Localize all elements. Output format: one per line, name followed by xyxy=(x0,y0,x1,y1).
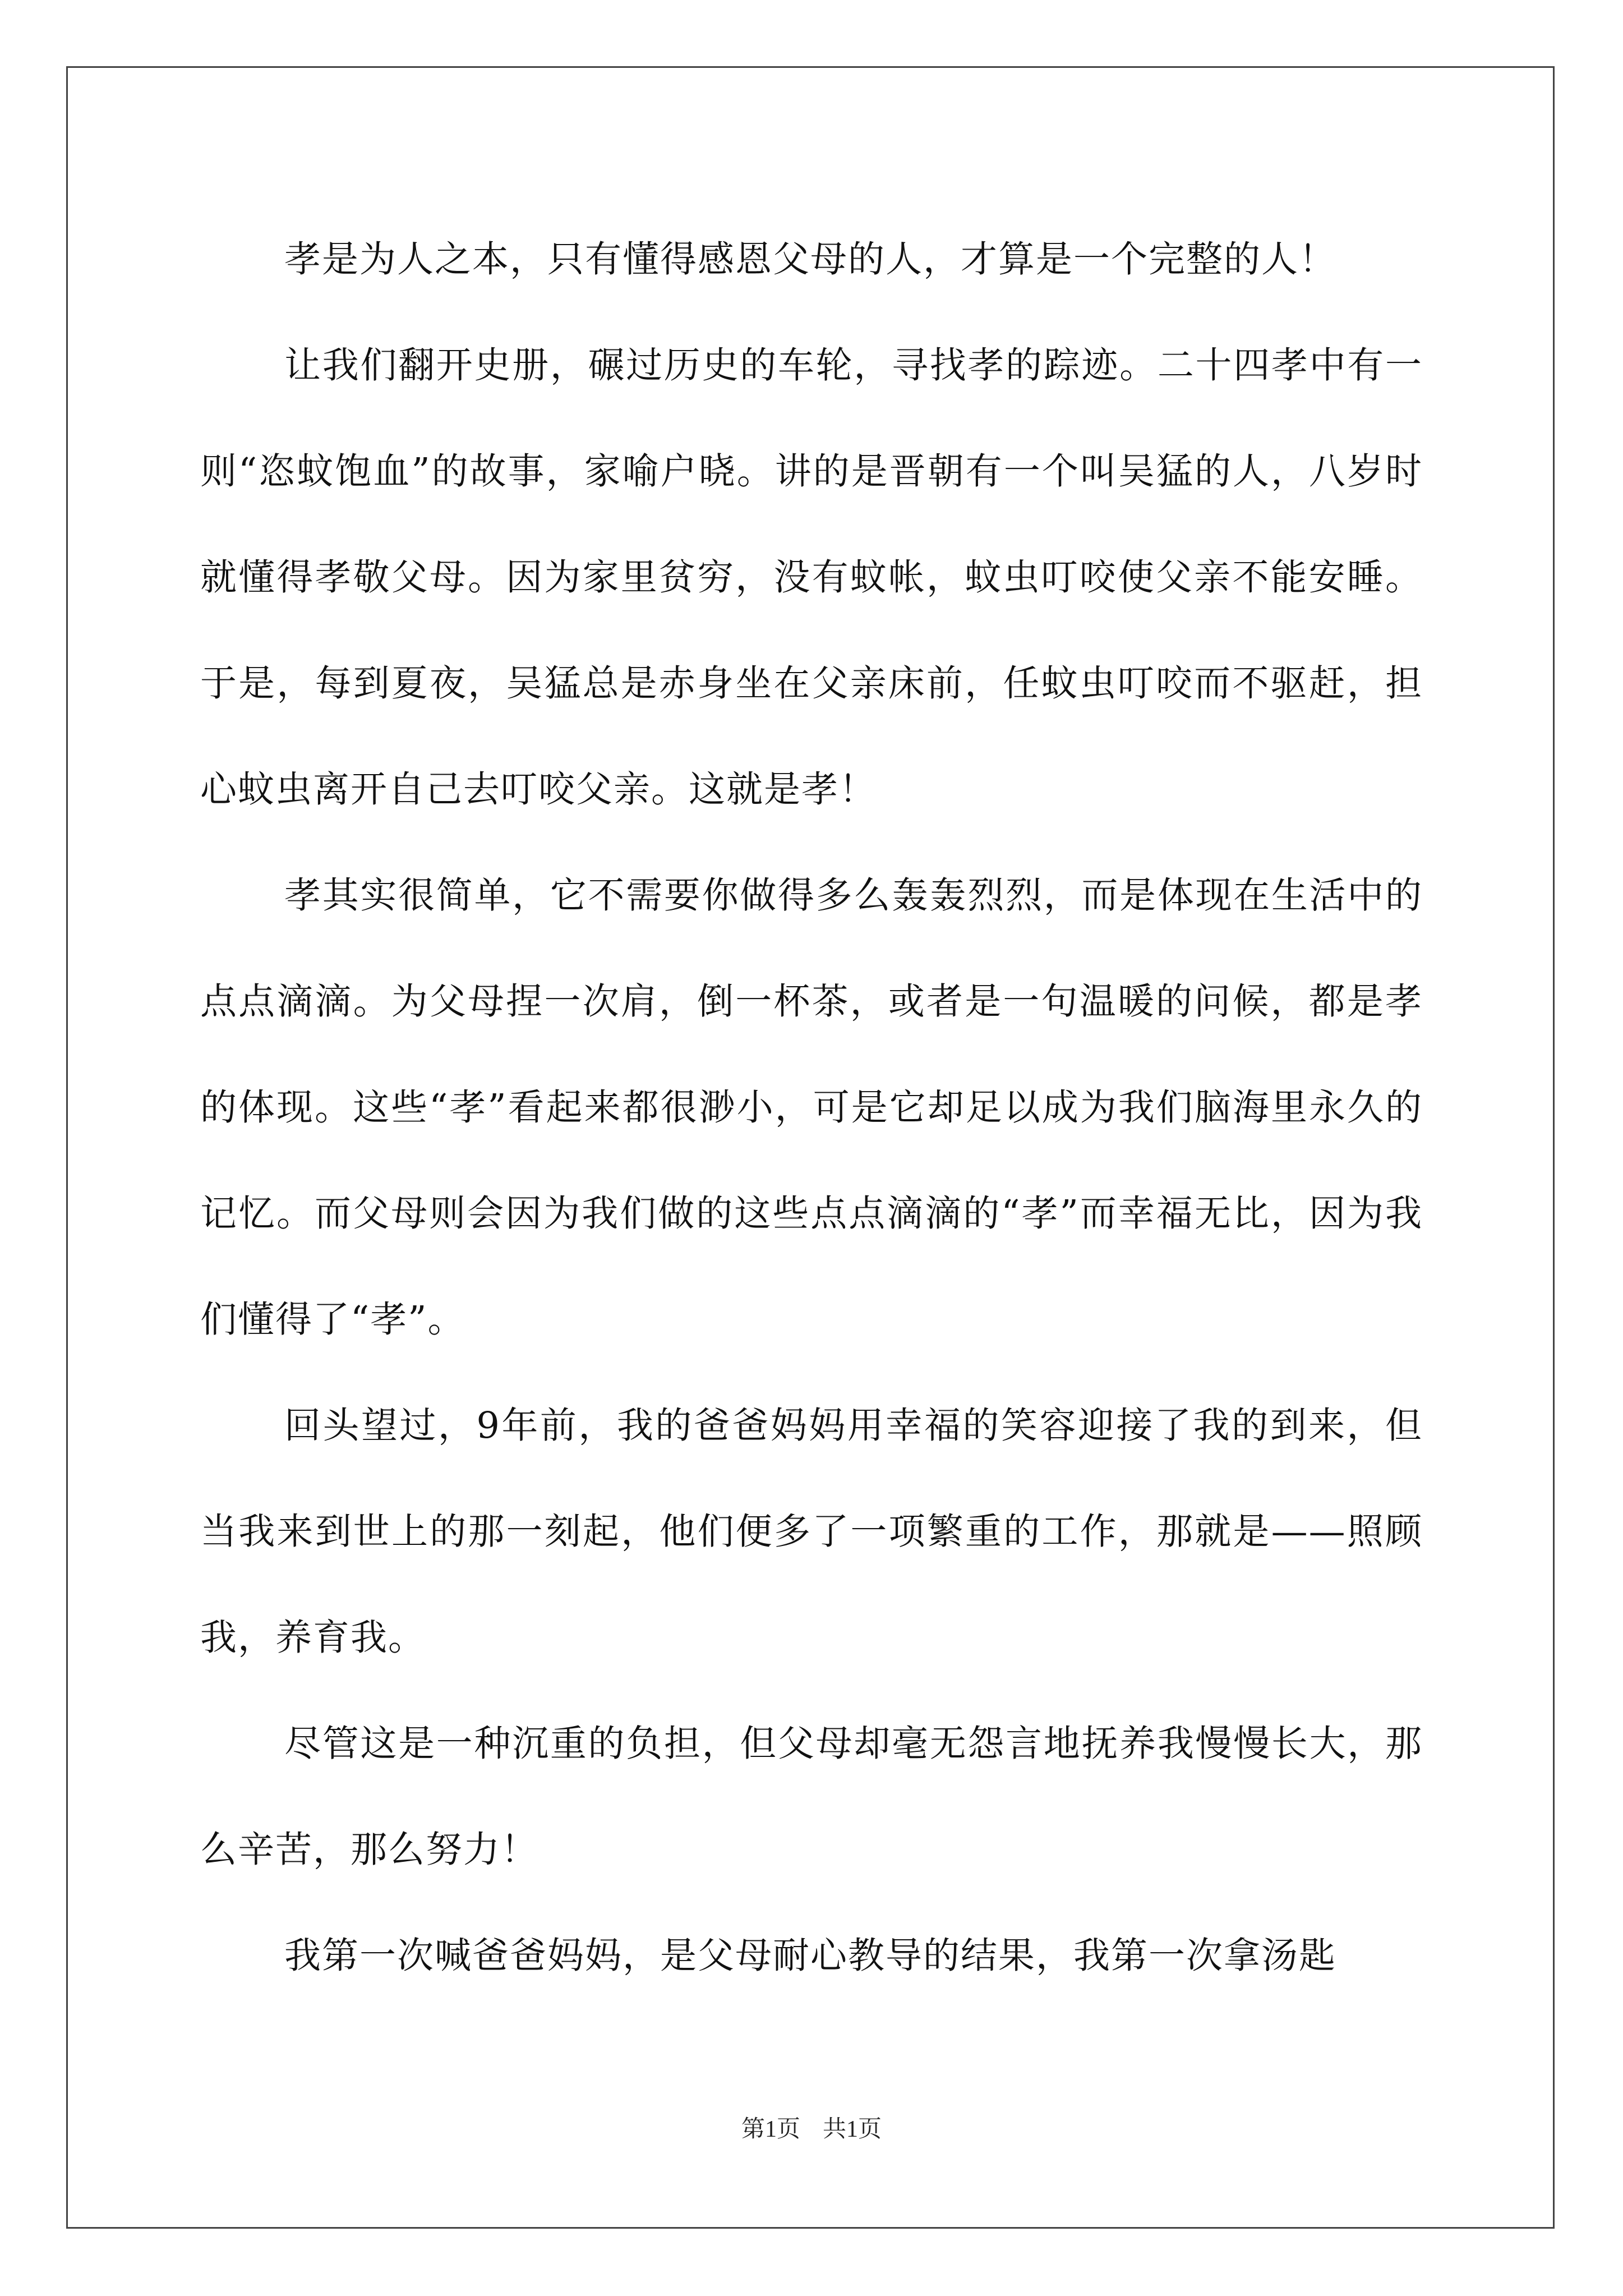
paragraph-5: 尽管这是一种沉重的负担，但父母却毫无怨言地抚养我慢慢长大，那么辛苦，那么努力！ xyxy=(200,1723,1423,1871)
paragraph-6: 我第一次喊爸爸妈妈，是父母耐心教导的结果，我第一次拿汤匙 xyxy=(284,1935,1337,1977)
document-body xyxy=(200,206,1423,2009)
page-number-current: 第1页 xyxy=(741,2116,800,2142)
paragraph-4: 回头望过，9年前，我的爸爸妈妈用幸福的笑容迎接了我的到来，但当我来到世上的那一刻起，他们便多了一项繁重的工作，那就是——照顾我，养育我。 xyxy=(200,1405,1423,1659)
paragraph-2: 让我们翻开史册，碾过历史的车轮，寻找孝的踪迹。二十四孝中有一则“恣蚊饱血”的故事，家喻户晓。讲的是晋朝有一个叫吴猛的人，八岁时就懂得孝敬父母。因为家里贫穷，没有蚊帐，蚊虫叮咬使父亲不能安睡。于是，每到夏夜，吴猛总是赤身坐在父亲床前，任蚊虫叮咬而不驱赶，担心蚊虫离开自己去叮咬父亲。这就是孝！ xyxy=(200,344,1423,811)
page-footer xyxy=(0,2110,1623,2144)
page-number-total: 共1页 xyxy=(823,2116,882,2142)
paragraph-1: 孝是为人之本，只有懂得感恩父母的人，才算是一个完整的人！ xyxy=(284,238,1337,280)
paragraph-3: 孝其实很简单，它不需要你做得多么轰轰烈烈，而是体现在生活中的点点滴滴。为父母捏一次肩，倒一杯茶，或者是一句温暖的问候，都是孝的体现。这些“孝”看起来都很渺小，可是它却足以成为我们脑海里永久的记忆。而父母则会因为我们做的这些点点滴滴的“孝”而幸福无比，因为我们懂得了“孝”。 xyxy=(200,875,1423,1341)
